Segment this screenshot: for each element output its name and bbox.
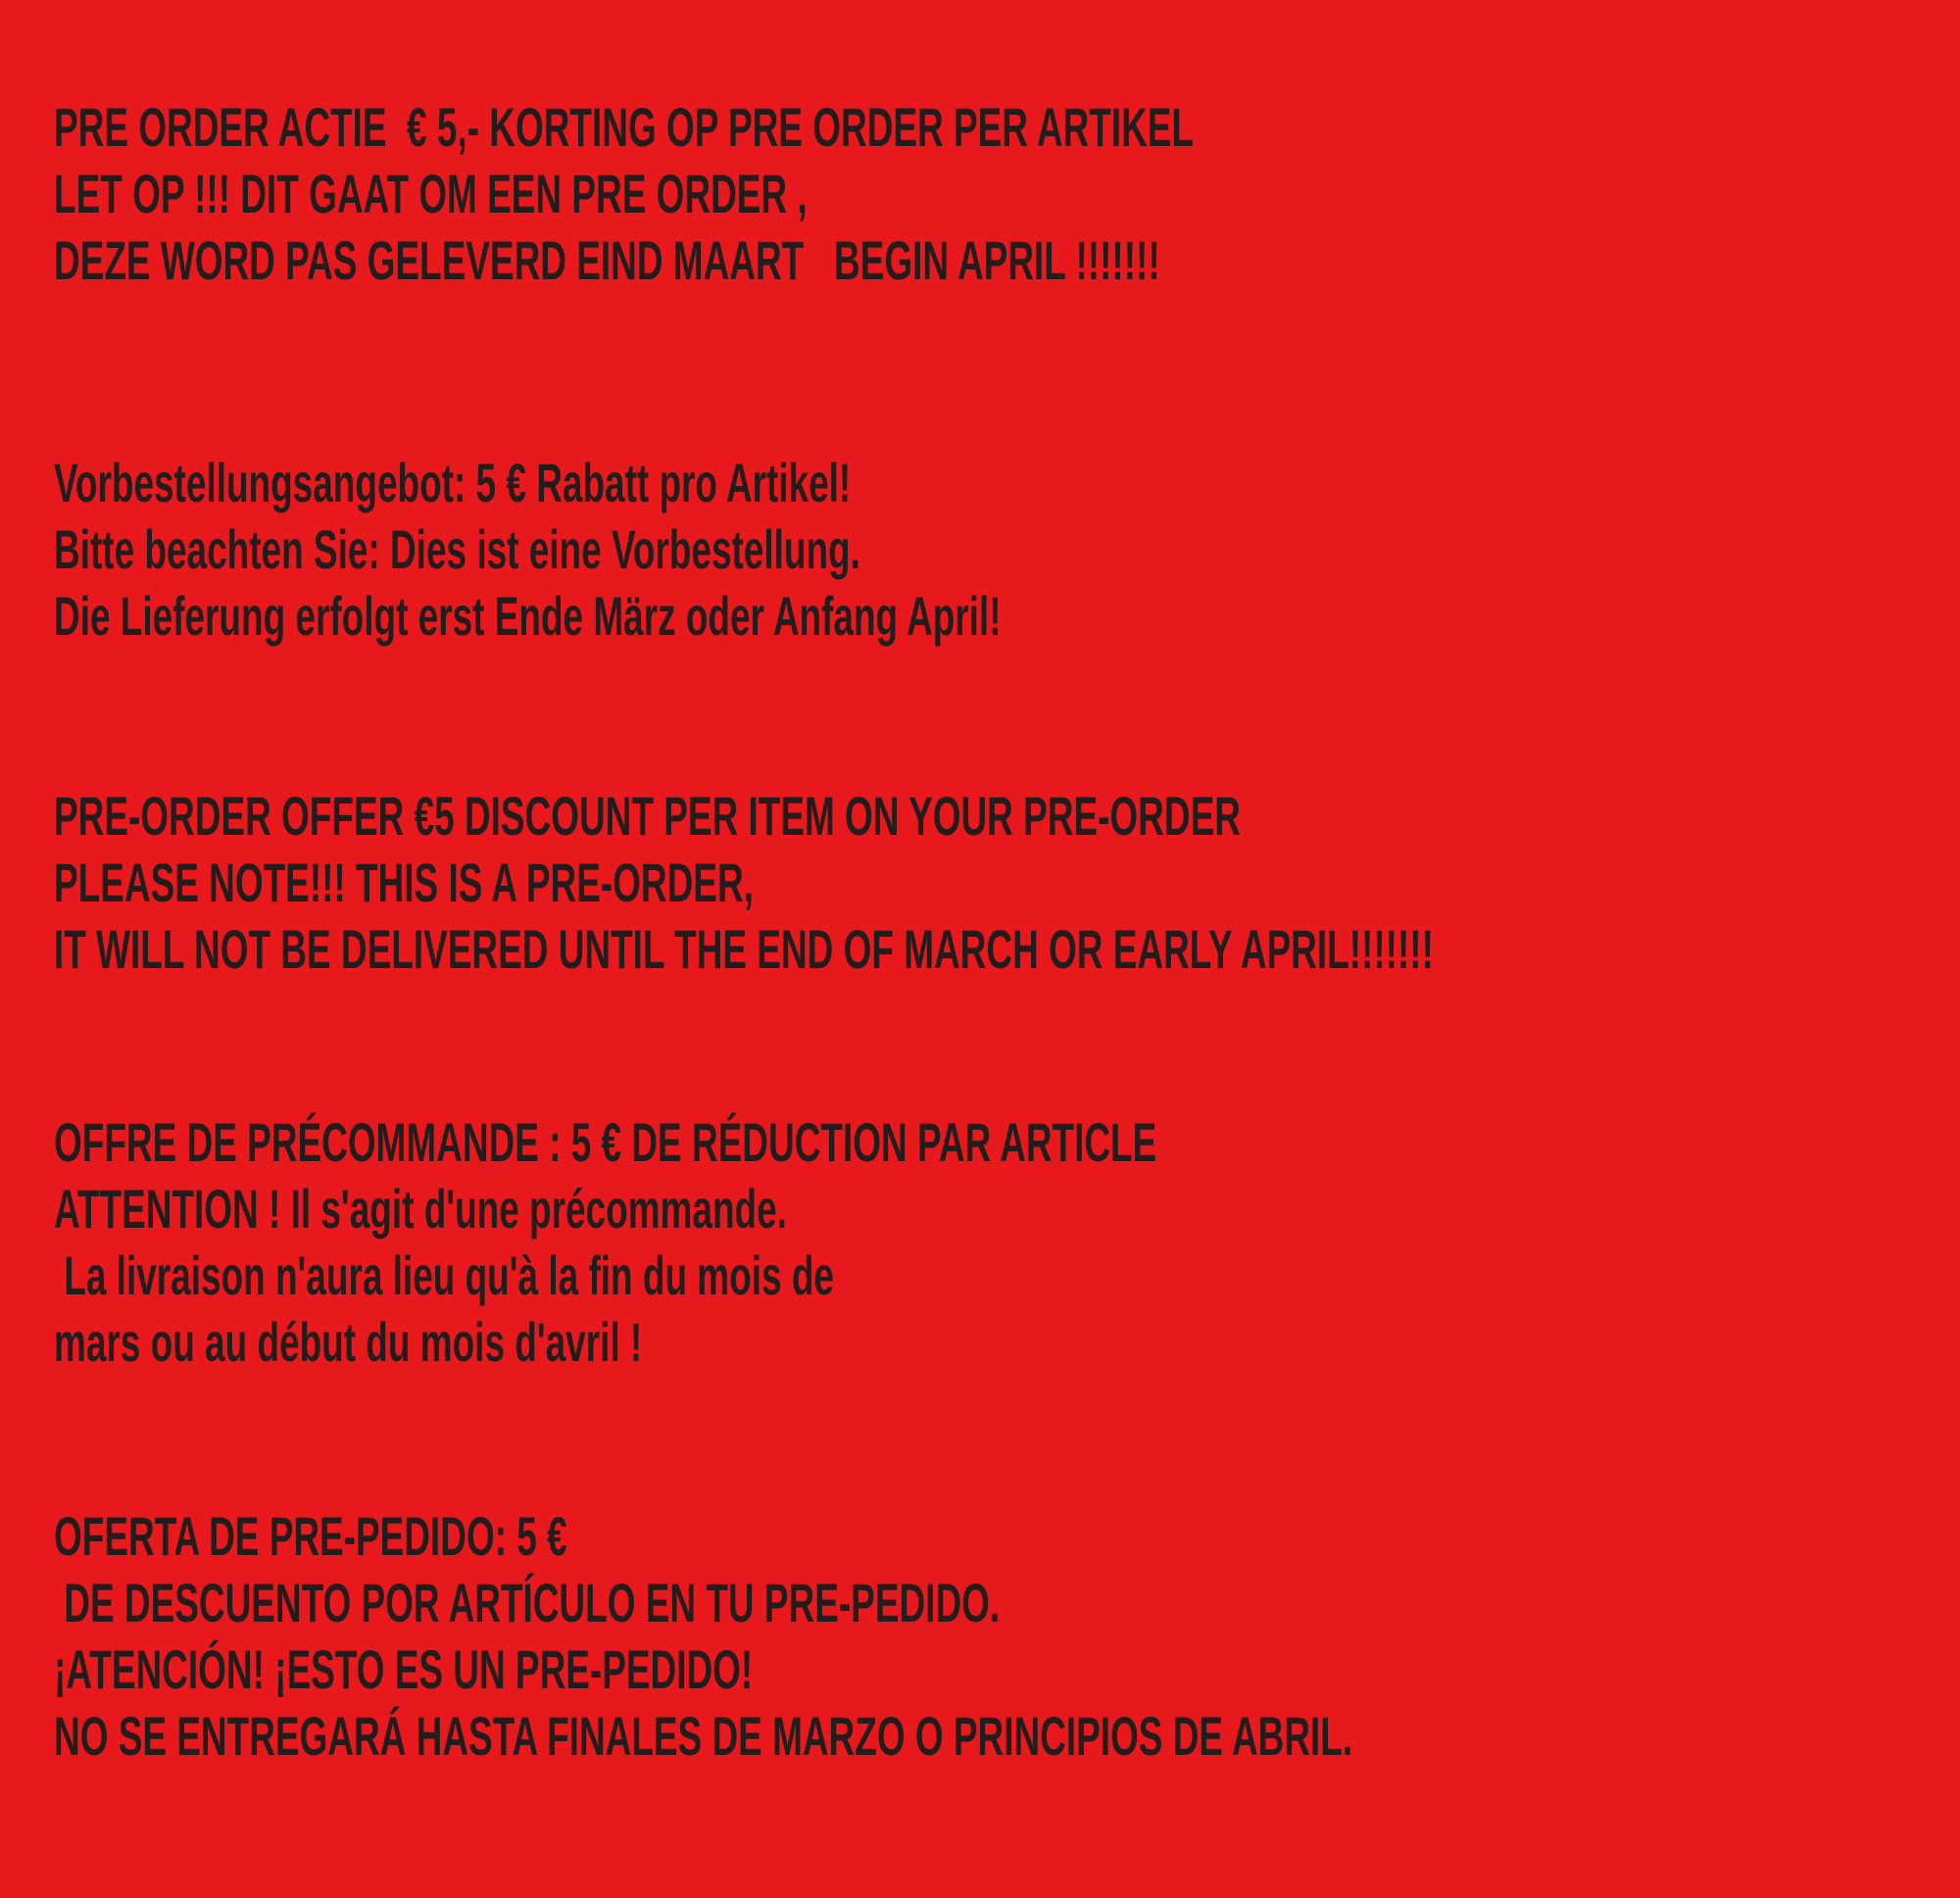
notice-line: PRE-ORDER OFFER €5 DISCOUNT PER ITEM ON YOUR PRE-ORDER (54, 785, 1241, 847)
notice-line: OFERTA DE PRE-PEDIDO: 5 € (54, 1505, 567, 1567)
notice-line: La livraison n'aura lieu qu'à la fin du mois de (54, 1244, 834, 1306)
notice-line: LET OP !!! DIT GAAT OM EEN PRE ORDER , (54, 163, 808, 224)
notice-line: OFFRE DE PRÉCOMMANDE : 5 € DE RÉDUCTION PAR ARTICLE (54, 1111, 1157, 1173)
notice-line: Vorbestellungsangebot: 5 € Rabatt pro Artikel! (54, 452, 852, 513)
notice-section-french (54, 1109, 1960, 1376)
notice-line: ATTENTION ! Il s'agit d'une précommande. (54, 1178, 787, 1240)
notice-section-german (54, 450, 1960, 650)
notice-line: NO SE ENTREGARÁ HASTA FINALES DE MARZO O PRINCIPIOS DE ABRIL. (54, 1705, 1353, 1767)
notice-line: Bitte beachten Sie: Dies ist eine Vorbestellung. (54, 518, 860, 580)
notice-section-english (54, 783, 1960, 983)
notice-line: PRE ORDER ACTIE € 5,- KORTING OP PRE ORDER PER ARTIKEL (54, 96, 1195, 158)
notice-section-dutch (54, 94, 1960, 294)
notice-line: DEZE WORD PAS GELEVERD EIND MAART BEGIN APRIL !!!!!!! (54, 229, 1160, 291)
notice-line: IT WILL NOT BE DELIVERED UNTIL THE END OF MARCH OR EARLY APRIL!!!!!!! (54, 918, 1434, 980)
notice-line: PLEASE NOTE!!! THIS IS A PRE-ORDER, (54, 852, 754, 913)
notice-line: ¡ATENCIÓN! ¡ESTO ES UN PRE-PEDIDO! (54, 1638, 754, 1700)
notice-section-spanish (54, 1503, 1960, 1770)
notice-line: mars ou au début du mois d'avril ! (54, 1311, 643, 1373)
notice-line: Die Lieferung erfolgt erst Ende März oder Anfang April! (54, 585, 1002, 647)
notice-line: DE DESCUENTO POR ARTÍCULO EN TU PRE-PEDIDO. (54, 1572, 1001, 1633)
